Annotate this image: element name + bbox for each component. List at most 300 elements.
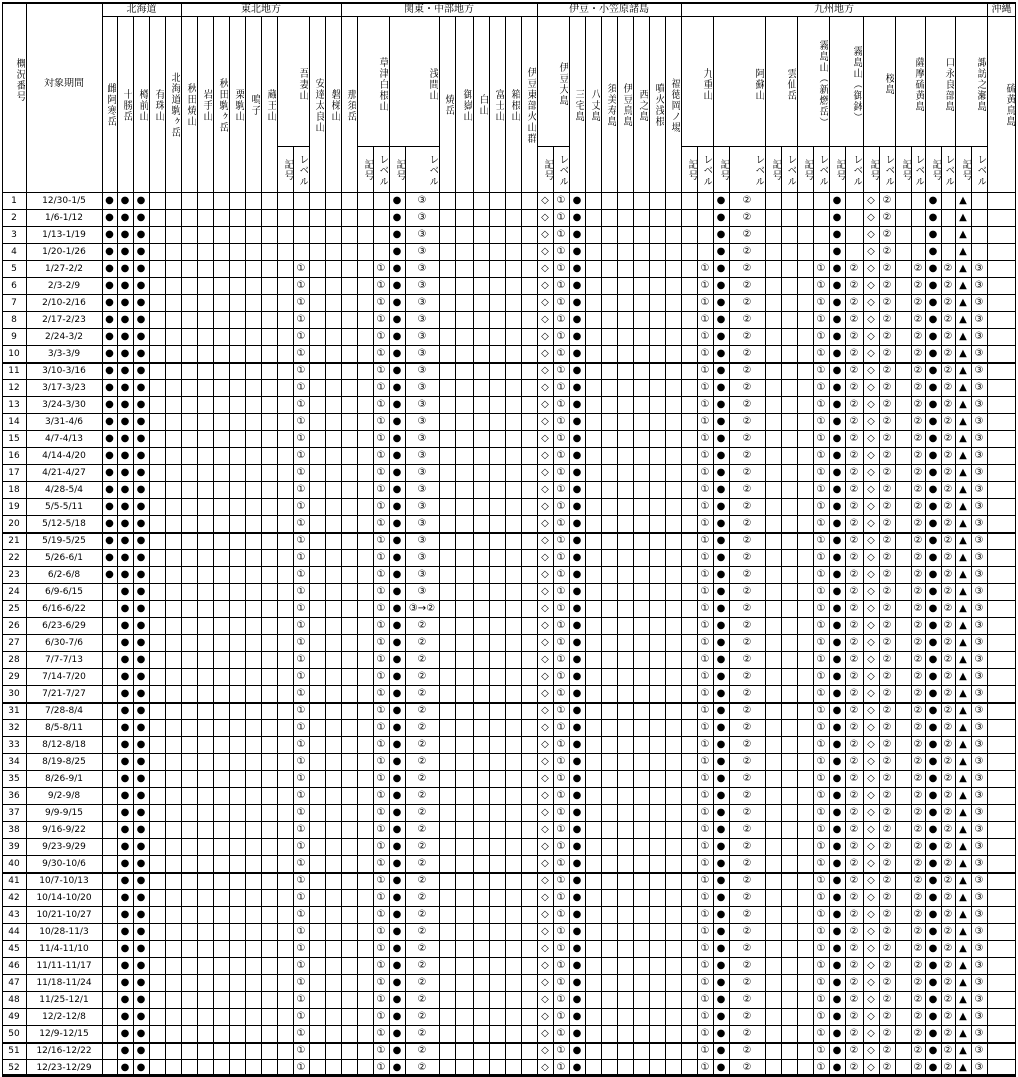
level-kuchinoerabu: ② [943, 637, 953, 648]
level-shinmoe: ① [816, 365, 826, 376]
level-kusatsu: ① [376, 977, 386, 988]
level-shinmoe: ① [816, 552, 826, 563]
mark-ohachi: ● [832, 756, 842, 767]
row-period: 4/7-4/13 [45, 434, 83, 444]
lvl-label-satsumaio: レベル [913, 153, 924, 187]
mark-sakurajima: ◇ [867, 263, 875, 274]
mark-meakan: ● [105, 246, 114, 257]
mark-tarumae: ● [136, 756, 146, 767]
mark-kuchinoerabu: ● [928, 365, 938, 376]
mark-izuoshima: ◇ [541, 399, 549, 410]
level-kuju: ① [700, 1062, 710, 1073]
mark-kuchinoerabu: ● [928, 909, 938, 920]
level-ohachi: ② [849, 773, 859, 784]
row-number: 13 [8, 400, 20, 410]
mark-aso: ● [716, 841, 726, 852]
level-kusatsu: ① [376, 671, 386, 682]
level-ohachi: ② [849, 535, 859, 546]
level-kusatsu: ① [376, 892, 386, 903]
volcano-name-usu: 有珠山 [153, 88, 164, 122]
level-azuma: ① [296, 433, 306, 444]
level-izuoshima: ① [556, 569, 566, 580]
level-asama: ③ [417, 552, 427, 563]
mark-asama: ● [392, 926, 402, 937]
level-izuoshima: ① [556, 195, 566, 206]
level-asama: ③ [417, 195, 427, 206]
mark-asama: ● [392, 569, 402, 580]
row-period: 8/19-8/25 [42, 757, 86, 767]
level-kusatsu: ① [376, 994, 386, 1005]
level-ohachi: ② [849, 841, 859, 852]
level-kuchinoerabu: ② [943, 994, 953, 1005]
mark-aso: ● [716, 654, 726, 665]
level-shinmoe: ① [816, 467, 826, 478]
level-ohachi: ② [849, 1028, 859, 1039]
mark-ohachi: ● [832, 807, 842, 818]
mark-miyake: ● [572, 773, 582, 784]
mark-tarumae: ● [136, 501, 146, 512]
level-kusatsu: ① [376, 858, 386, 869]
volcano-name-fukutoku: 福徳岡ノ場 [669, 77, 680, 133]
mark-suwanose: ▲ [959, 552, 967, 563]
level-izuoshima: ① [556, 586, 566, 597]
mark-sakurajima: ◇ [867, 773, 875, 784]
level-sakurajima: ② [882, 909, 892, 920]
level-kusatsu: ① [376, 943, 386, 954]
mark-asama: ● [392, 331, 402, 342]
mark-izuoshima: ◇ [541, 722, 549, 733]
level-azuma: ① [296, 569, 306, 580]
level-izuoshima: ① [556, 824, 566, 835]
level-asama: ② [417, 620, 427, 631]
row-number: 29 [8, 672, 20, 682]
mark-suwanose: ▲ [959, 892, 967, 903]
level-izuoshima: ① [556, 790, 566, 801]
level-shinmoe: ① [816, 943, 826, 954]
row-number: 10 [8, 349, 20, 359]
mark-tarumae: ● [136, 654, 146, 665]
mark-kuchinoerabu: ● [928, 875, 938, 886]
mark-miyake: ● [572, 535, 582, 546]
mark-aso: ● [716, 314, 726, 325]
mark-tarumae: ● [136, 382, 146, 393]
mark-miyake: ● [572, 705, 582, 716]
level-kuju: ① [700, 399, 710, 410]
mark-izuoshima: ◇ [541, 484, 549, 495]
mark-asama: ● [392, 586, 402, 597]
level-azuma: ① [296, 926, 306, 937]
mark-ohachi: ● [832, 348, 842, 359]
mark-tokachi: ● [120, 297, 130, 308]
row-number: 19 [8, 502, 20, 512]
level-asama: ② [417, 943, 427, 954]
mark-tokachi: ● [120, 195, 130, 206]
volcano-name-kuju: 九重山 [701, 67, 712, 101]
level-sakurajima: ② [882, 637, 892, 648]
mark-suwanose: ▲ [959, 382, 967, 393]
level-asama: ② [417, 824, 427, 835]
volcano-name-yake: 焼岳 [443, 94, 454, 116]
level-satsumaio: ② [913, 586, 923, 597]
level-izuoshima: ① [556, 382, 566, 393]
level-kuju: ① [700, 365, 710, 376]
mark-tokachi: ● [120, 467, 130, 478]
level-asama: ② [417, 1011, 427, 1022]
mark-aso: ● [716, 399, 726, 410]
level-satsumaio: ② [913, 518, 923, 529]
mark-tokachi: ● [120, 535, 130, 546]
mark-sakurajima: ◇ [867, 841, 875, 852]
mark-sakurajima: ◇ [867, 875, 875, 886]
mark-izuoshima: ◇ [541, 892, 549, 903]
mark-tokachi: ● [120, 399, 130, 410]
mark-izuoshima: ◇ [541, 841, 549, 852]
level-ohachi: ② [849, 943, 859, 954]
mark-meakan: ● [105, 450, 114, 461]
mark-izuoshima: ◇ [541, 603, 549, 614]
mark-asama: ● [392, 858, 402, 869]
level-kusatsu: ① [376, 1028, 386, 1039]
level-sakurajima: ② [882, 518, 892, 529]
level-suwanose: ③ [974, 994, 984, 1005]
mark-tarumae: ● [136, 518, 146, 529]
mark-aso: ● [716, 1045, 726, 1056]
level-asama: ② [417, 858, 427, 869]
mark-izuoshima: ◇ [541, 977, 549, 988]
mark-kuchinoerabu: ● [928, 263, 938, 274]
volcano-name-hakusan: 白山 [477, 94, 488, 116]
level-izuoshima: ① [556, 450, 566, 461]
level-kuchinoerabu: ② [943, 518, 953, 529]
mark-aso: ● [716, 467, 726, 478]
level-asama: ③ [417, 382, 427, 393]
row-period: 11/25-12/1 [39, 995, 89, 1005]
lvl-label-suwanose: レベル [975, 153, 986, 187]
mark-ohachi: ● [832, 705, 842, 716]
row-number: 2 [11, 213, 17, 223]
mark-meakan: ● [105, 535, 114, 546]
level-kuchinoerabu: ② [943, 416, 953, 427]
mark-aso: ● [716, 960, 726, 971]
level-ohachi: ② [849, 705, 859, 716]
mark-sakurajima: ◇ [867, 909, 875, 920]
level-shinmoe: ① [816, 433, 826, 444]
mark-tarumae: ● [136, 484, 146, 495]
level-aso: ② [742, 535, 752, 546]
mark-tarumae: ● [136, 1062, 146, 1073]
level-sakurajima: ② [882, 416, 892, 427]
level-shinmoe: ① [816, 909, 826, 920]
level-ohachi: ② [849, 994, 859, 1005]
level-izuoshima: ① [556, 875, 566, 886]
level-satsumaio: ② [913, 416, 923, 427]
mark-kuchinoerabu: ● [928, 518, 938, 529]
level-shinmoe: ① [816, 620, 826, 631]
mark-sakurajima: ◇ [867, 297, 875, 308]
mark-sakurajima: ◇ [867, 960, 875, 971]
mark-aso: ● [716, 773, 726, 784]
level-izuoshima: ① [556, 994, 566, 1005]
mark-ohachi: ● [832, 433, 842, 444]
level-suwanose: ③ [974, 450, 984, 461]
level-sakurajima: ② [882, 450, 892, 461]
mark-asama: ● [392, 433, 402, 444]
mark-izuoshima: ◇ [541, 824, 549, 835]
mark-sakurajima: ◇ [867, 943, 875, 954]
level-kuchinoerabu: ② [943, 807, 953, 818]
level-kuju: ① [700, 637, 710, 648]
level-azuma: ① [296, 467, 306, 478]
level-kusatsu: ① [376, 620, 386, 631]
level-azuma: ① [296, 399, 306, 410]
level-izuoshima: ① [556, 331, 566, 342]
level-aso: ② [742, 824, 752, 835]
level-kuchinoerabu: ② [943, 875, 953, 886]
level-kusatsu: ① [376, 739, 386, 750]
mark-asama: ● [392, 246, 402, 257]
level-aso: ② [742, 739, 752, 750]
level-izuoshima: ① [556, 926, 566, 937]
level-sakurajima: ② [882, 212, 892, 223]
row-period: 12/16-12/22 [36, 1046, 92, 1056]
level-azuma: ① [296, 977, 306, 988]
mark-sakurajima: ◇ [867, 688, 875, 699]
mark-meakan: ● [105, 212, 114, 223]
row-number: 44 [8, 927, 20, 937]
mark-miyake: ● [572, 552, 582, 563]
level-kuju: ① [700, 501, 710, 512]
level-asama: ③ [417, 280, 427, 291]
mark-suwanose: ▲ [959, 637, 967, 648]
level-azuma: ① [296, 484, 306, 495]
level-suwanose: ③ [974, 807, 984, 818]
level-azuma: ① [296, 263, 306, 274]
level-shinmoe: ① [816, 603, 826, 614]
level-kusatsu: ① [376, 773, 386, 784]
level-kuchinoerabu: ② [943, 688, 953, 699]
mark-ohachi: ● [832, 331, 842, 342]
level-aso: ② [742, 620, 752, 631]
level-shinmoe: ① [816, 705, 826, 716]
mark-tarumae: ● [136, 620, 146, 631]
level-sakurajima: ② [882, 807, 892, 818]
mark-ohachi: ● [832, 399, 842, 410]
mark-suwanose: ▲ [959, 280, 967, 291]
level-sakurajima: ② [882, 722, 892, 733]
mark-tarumae: ● [136, 212, 146, 223]
mark-suwanose: ▲ [959, 229, 967, 240]
level-azuma: ① [296, 858, 306, 869]
region-header-kanto: 関東・中部地方 [404, 4, 474, 15]
level-suwanose: ③ [974, 705, 984, 716]
level-ohachi: ② [849, 348, 859, 359]
mark-kuchinoerabu: ● [928, 637, 938, 648]
mark-ohachi: ● [832, 892, 842, 903]
volcano-name-ontake: 御嶽山 [461, 88, 472, 122]
level-asama: ③ [417, 348, 427, 359]
level-asama: ② [417, 926, 427, 937]
level-satsumaio: ② [913, 671, 923, 682]
mark-tokachi: ● [120, 501, 130, 512]
level-izuoshima: ① [556, 1062, 566, 1073]
mark-sakurajima: ◇ [867, 280, 875, 291]
level-kusatsu: ① [376, 314, 386, 325]
mark-asama: ● [392, 875, 402, 886]
level-kusatsu: ① [376, 365, 386, 376]
mark-izuoshima: ◇ [541, 518, 549, 529]
row-period: 11/4-11/10 [39, 944, 89, 954]
row-number: 32 [8, 723, 20, 733]
mark-meakan: ● [105, 467, 114, 478]
level-ohachi: ② [849, 654, 859, 665]
level-satsumaio: ② [913, 943, 923, 954]
mark-aso: ● [716, 229, 726, 240]
mark-ohachi: ● [832, 1028, 842, 1039]
volcano-name-kusatsu: 草津白根山 [377, 56, 388, 112]
level-kuchinoerabu: ② [943, 552, 953, 563]
level-satsumaio: ② [913, 688, 923, 699]
level-aso: ② [742, 960, 752, 971]
mark-tokachi: ● [120, 229, 130, 240]
mark-ohachi: ● [832, 314, 842, 325]
level-kusatsu: ① [376, 263, 386, 274]
mark-suwanose: ▲ [959, 807, 967, 818]
level-azuma: ① [296, 1045, 306, 1056]
row-period: 4/28-5/4 [45, 485, 83, 495]
level-izuoshima: ① [556, 1028, 566, 1039]
lvl-label-kuju: レベル [701, 153, 712, 187]
row-period: 3/31-4/6 [45, 417, 83, 427]
mark-tokachi: ● [120, 926, 130, 937]
level-kusatsu: ① [376, 722, 386, 733]
level-satsumaio: ② [913, 331, 923, 342]
level-izuoshima: ① [556, 909, 566, 920]
level-aso: ② [742, 1045, 752, 1056]
level-asama: ② [417, 688, 427, 699]
mark-izuoshima: ◇ [541, 501, 549, 512]
level-sakurajima: ② [882, 467, 892, 478]
level-shinmoe: ① [816, 858, 826, 869]
mark-miyake: ● [572, 263, 582, 274]
level-shinmoe: ① [816, 637, 826, 648]
level-aso: ② [742, 467, 752, 478]
sym-label-kusatsu: 記号 [362, 159, 373, 181]
mark-asama: ● [392, 484, 402, 495]
level-aso: ② [742, 518, 752, 529]
mark-asama: ● [392, 1045, 402, 1056]
sym-label-asama: 記号 [394, 159, 405, 181]
row-period: 12/30-1/5 [42, 196, 86, 206]
level-kusatsu: ① [376, 518, 386, 529]
mark-tokachi: ● [120, 790, 130, 801]
level-aso: ② [742, 399, 752, 410]
level-izuoshima: ① [556, 280, 566, 291]
mark-suwanose: ▲ [959, 705, 967, 716]
sym-label-azuma: 記号 [282, 159, 293, 181]
level-asama: ③ [417, 433, 427, 444]
level-kusatsu: ① [376, 688, 386, 699]
row-period: 9/9-9/15 [45, 808, 83, 818]
level-sakurajima: ② [882, 994, 892, 1005]
level-kusatsu: ① [376, 637, 386, 648]
mark-aso: ● [716, 246, 726, 257]
mark-sakurajima: ◇ [867, 535, 875, 546]
mark-izuoshima: ◇ [541, 909, 549, 920]
row-number: 45 [8, 944, 20, 954]
mark-aso: ● [716, 331, 726, 342]
level-kuju: ① [700, 824, 710, 835]
mark-asama: ● [392, 790, 402, 801]
mark-tarumae: ● [136, 824, 146, 835]
level-kuchinoerabu: ② [943, 331, 953, 342]
region-header-tohoku: 東北地方 [241, 4, 281, 15]
level-kuju: ① [700, 1028, 710, 1039]
mark-ohachi: ● [832, 535, 842, 546]
mark-aso: ● [716, 569, 726, 580]
mark-asama: ● [392, 280, 402, 291]
level-ohachi: ② [849, 382, 859, 393]
level-aso: ② [742, 501, 752, 512]
level-kuchinoerabu: ② [943, 535, 953, 546]
row-number: 46 [8, 961, 20, 971]
sym-label-unzen: 記号 [770, 159, 781, 181]
level-aso: ② [742, 314, 752, 325]
level-kuju: ① [700, 773, 710, 784]
mark-tarumae: ● [136, 467, 146, 478]
mark-tokachi: ● [120, 246, 130, 257]
region-header-kyushu: 九州地方 [814, 4, 854, 15]
mark-tokachi: ● [120, 518, 130, 529]
level-satsumaio: ② [913, 552, 923, 563]
level-satsumaio: ② [913, 603, 923, 614]
mark-aso: ● [716, 1011, 726, 1022]
mark-tokachi: ● [120, 348, 130, 359]
level-sakurajima: ② [882, 977, 892, 988]
row-period: 1/13-1/19 [42, 230, 86, 240]
level-satsumaio: ② [913, 535, 923, 546]
level-aso: ② [742, 433, 752, 444]
level-aso: ② [742, 246, 752, 257]
level-shinmoe: ① [816, 399, 826, 410]
level-kuchinoerabu: ② [943, 297, 953, 308]
level-izuoshima: ① [556, 637, 566, 648]
volcano-name-nishinoshima: 西之島 [637, 88, 648, 122]
level-suwanose: ③ [974, 603, 984, 614]
volcano-name-ioto: 硫黄鳥島 [1004, 83, 1015, 127]
level-aso: ② [742, 365, 752, 376]
mark-suwanose: ▲ [959, 484, 967, 495]
level-shinmoe: ① [816, 807, 826, 818]
mark-miyake: ● [572, 1062, 582, 1073]
level-suwanose: ③ [974, 637, 984, 648]
mark-suwanose: ▲ [959, 858, 967, 869]
level-asama: ② [417, 1062, 427, 1073]
level-ohachi: ② [849, 875, 859, 886]
level-ohachi: ② [849, 637, 859, 648]
mark-asama: ● [392, 620, 402, 631]
level-azuma: ① [296, 875, 306, 886]
level-asama: ② [417, 960, 427, 971]
mark-aso: ● [716, 586, 726, 597]
mark-suwanose: ▲ [959, 739, 967, 750]
volcano-name-aso: 阿蘇山 [753, 67, 764, 101]
mark-izuoshima: ◇ [541, 348, 549, 359]
mark-miyake: ● [572, 569, 582, 580]
level-izuoshima: ① [556, 756, 566, 767]
level-izuoshima: ① [556, 773, 566, 784]
mark-asama: ● [392, 841, 402, 852]
row-number: 3 [11, 230, 17, 240]
